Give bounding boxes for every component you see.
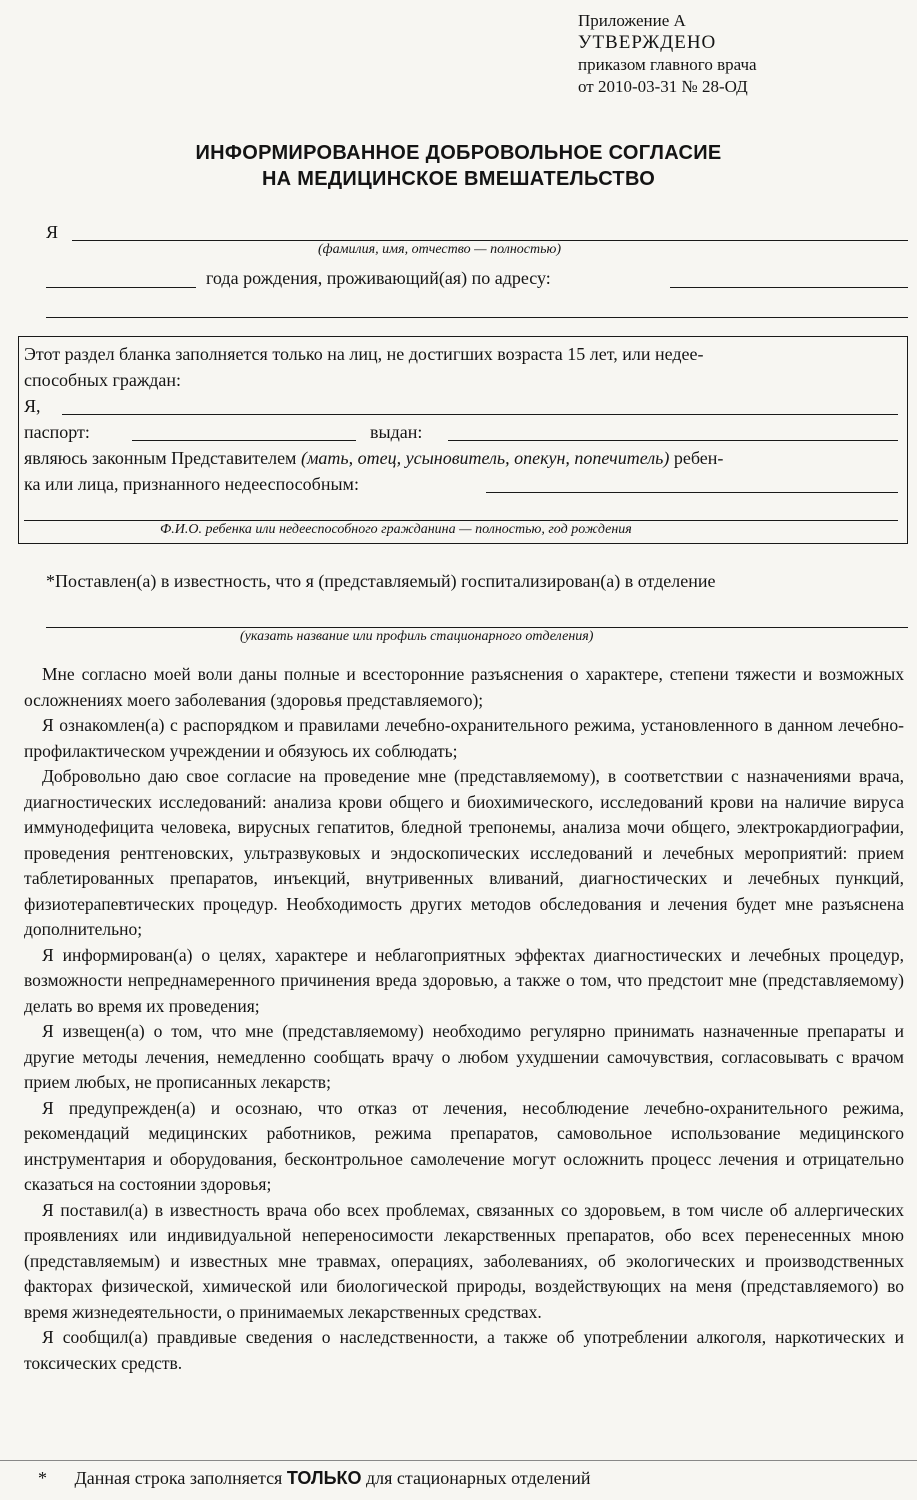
order-reference: от 2010-03-31 № 28-ОД bbox=[578, 77, 748, 96]
patient-i-label: Я bbox=[46, 222, 59, 242]
paragraph-notified: Я извещен(а) о том, что мне (представляемому) необходимо регулярно принимать назначенные препараты и другие методы лечения, немедленно сообщать врачу о любом ухудшении самочувствия, согласовывать с врачом прием любых, не прописанных лекарств; bbox=[24, 1021, 904, 1092]
department-field[interactable] bbox=[46, 627, 908, 628]
document-title bbox=[0, 140, 917, 192]
guardian-name-field[interactable] bbox=[62, 414, 898, 415]
footnote-prefix: Данная строка заполняется bbox=[74, 1468, 283, 1488]
guardian-i-label: Я, bbox=[24, 396, 41, 416]
representative-line bbox=[24, 448, 723, 469]
child-name-field-line-2[interactable] bbox=[24, 520, 898, 521]
paragraph-health-issues: Я поставил(а) в известность врача обо всех проблемах, связанных со здоровьем, в том числе об аллергических проявлениях или индивидуальной непереносимости лекарственных препаратов, обо всех перенесенных мною (представляемым) и известных мне травмах, операциях, заболеваниях, об экологических и производственных факторах физической, химической или биологической природы, воздействующих на меня (представляемого) во время жизнедеятельности, о принимаемых лекарственных средствах. bbox=[24, 1199, 904, 1322]
birth-year-field[interactable] bbox=[46, 287, 196, 288]
paragraph-heredity: Я сообщил(а) правдивые сведения о наследственности, а также об употреблении алкоголя, наркотических и токсических средств. bbox=[24, 1327, 904, 1373]
child-caption: Ф.И.О. ребенка или недееспособного гражданина — полностью, год рождения bbox=[160, 522, 632, 537]
appendix-label: Приложение А bbox=[578, 11, 686, 30]
issued-label: выдан: bbox=[370, 422, 423, 442]
representative-suffix: ребен- bbox=[673, 448, 724, 468]
footnote-emphasis: ТОЛЬКО bbox=[286, 1468, 362, 1488]
patient-name-field[interactable] bbox=[72, 240, 908, 241]
address-field-line-2[interactable] bbox=[46, 317, 908, 318]
by-order-label: приказом главного врача bbox=[578, 55, 757, 74]
passport-label: паспорт: bbox=[24, 422, 90, 442]
paragraph-informed: Я информирован(а) о целях, характере и неблагоприятных эффектах диагностических и лечебных процедур, возможности непреднамеренного причинения вреда здоровью, а также о том, что предстоит мне (представляемому) делать во время их проведения; bbox=[24, 944, 904, 1016]
title-line-1: ИНФОРМИРОВАННОЕ ДОБРОВОЛЬНОЕ СОГЛАСИЕ bbox=[195, 142, 722, 164]
guardian-intro-line-1: Этот раздел бланка заполняется только на лиц, не достигших возраста 15 лет, или недее- bbox=[24, 344, 704, 364]
paragraph-consent: Добровольно даю свое согласие на проведение мне (представляемому), в соответствии с назначениями врача, диагностических исследований: анализа крови общего и биохимического, исследований крови на наличие вируса иммунодефицита человека, вирусных гепатитов, бледной трепонемы, анализа мочи общего, электрокардиографии, проведения рентгеновских, ультразвуковых и эндоскопических исследований и лечебных мероприятий: прием таблетированных препаратов, инъекций, внутривенных вливаний, диагностических и лечебных пункций, физиотерапевтических процедур. Необходимость других методов обследования и лечения будет мне разъяснена дополнительно; bbox=[24, 766, 904, 939]
birth-address-label: года рождения, проживающий(ая) по адресу: bbox=[206, 268, 551, 288]
passport-issued-field[interactable] bbox=[448, 440, 898, 441]
footnote-star: * bbox=[38, 1468, 47, 1488]
department-caption: (указать название или профиль стационарного отделения) bbox=[240, 629, 594, 644]
consent-body bbox=[24, 662, 904, 1376]
passport-number-field[interactable] bbox=[132, 440, 356, 441]
hospital-statement: *Поставлен(а) в известность, что я (представляемый) госпитализирован(а) в отделение bbox=[46, 571, 716, 591]
title-line-2: НА МЕДИЦИНСКОЕ ВМЕШАТЕЛЬСТВО bbox=[261, 168, 656, 190]
patient-name-caption: (фамилия, имя, отчество — полностью) bbox=[318, 242, 562, 257]
paragraph-disclosure: Мне согласно моей воли даны полные и всесторонние разъяснения о характере, степени тяжести и возможных осложнениях моего заболевания (здоровья представляемого); bbox=[24, 664, 904, 710]
footnote-suffix: для стационарных отделений bbox=[366, 1468, 591, 1488]
paragraph-regime: Я ознакомлен(а) с распорядком и правилами лечебно-охранительного режима, установленного в данном лечебно-профилактическом учреждении и обязуюсь их соблюдать; bbox=[24, 715, 904, 761]
representative-prefix: являюсь законным Представителем bbox=[24, 448, 297, 468]
paragraph-warned: Я предупрежден(а) и осознаю, что отказ от лечения, несоблюдение лечебно-охранительного режима, рекомендаций медицинских работников, режима препаратов, самовольное использование медицинского инструментария и оборудования, бесконтрольное самолечение могут осложнить процесс лечения и отрицательно сказаться на состоянии здоровья; bbox=[24, 1097, 904, 1194]
child-name-field[interactable] bbox=[486, 492, 898, 493]
guardian-intro-line-2: способных граждан: bbox=[24, 370, 182, 390]
approved-label: УТВЕРЖДЕНО bbox=[578, 32, 717, 53]
footnote-divider bbox=[0, 1460, 917, 1461]
child-label: ка или лица, признанного недееспособным: bbox=[24, 474, 359, 494]
approval-block bbox=[578, 10, 757, 98]
address-field[interactable] bbox=[670, 287, 908, 288]
representative-roles: (мать, отец, усыновитель, опекун, попечитель) bbox=[300, 448, 670, 468]
footnote bbox=[38, 1468, 591, 1489]
